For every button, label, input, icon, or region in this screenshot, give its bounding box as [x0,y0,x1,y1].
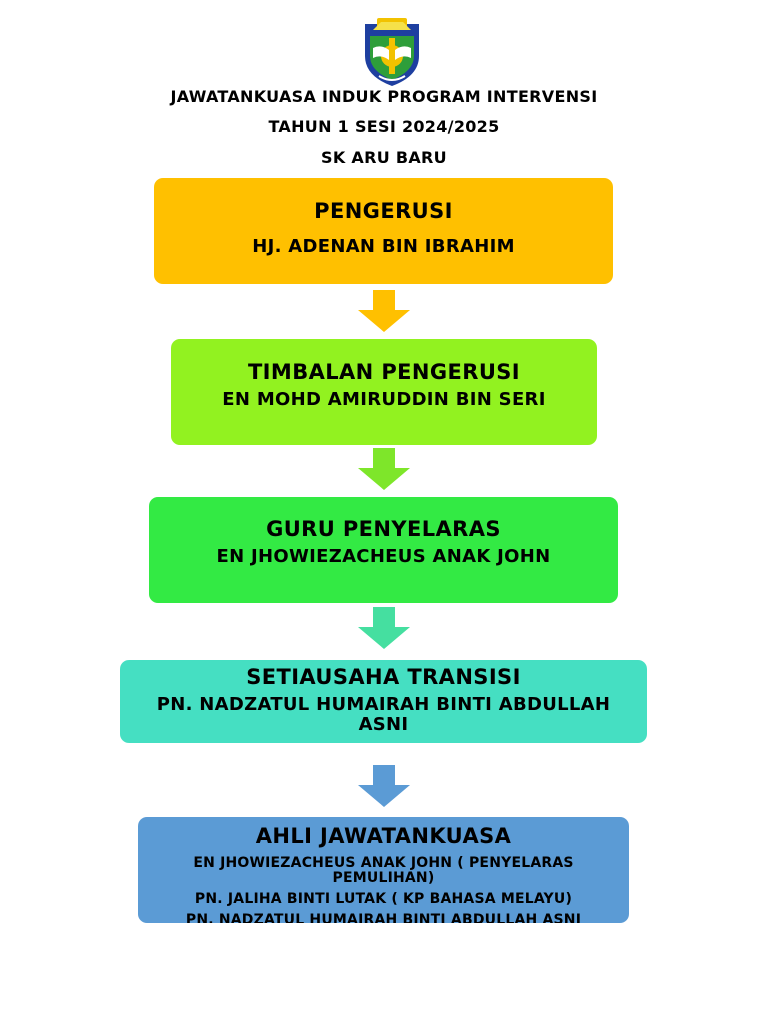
box-person-name: HJ. ADENAN BIN IBRAHIM [252,236,515,257]
box-role-label: GURU PENYELARAS [266,517,501,541]
box-person-name: EN MOHD AMIRUDDIN BIN SERI [222,389,546,410]
box-role-label: SETIAUSAHA TRANSISI [246,665,521,689]
box-ahli-jawatankuasa [138,817,629,923]
header-title-line3: SK ARU BARU [321,148,447,167]
box-person-name: EN JHOWIEZACHEUS ANAK JOHN [216,546,551,567]
committee-member: PN. NADZATUL HUMAIRAH BINTI ABDULLAH ASNI [185,912,582,923]
box-pengerusi [154,178,613,284]
header-title-line1: JAWATANKUASA INDUK PROGRAM INTERVENSI [170,87,598,106]
arrow-down-icon [358,448,410,490]
box-timbalan-pengerusi [171,339,597,445]
committee-member: PN. JALIHA BINTI LUTAK ( KP BAHASA MELAYU) [194,891,573,907]
box-setiausaha-transisi [120,660,647,743]
box-role-label: TIMBALAN PENGERUSI [247,360,521,384]
arrow-down-icon [358,607,410,649]
header-title-line2: TAHUN 1 SESI 2024/2025 [268,117,500,136]
box-guru-penyelaras [149,497,618,603]
box-role-label: AHLI JAWATANKUASA [255,824,512,848]
arrow-down-icon [358,290,410,332]
school-crest-icon [359,14,425,88]
committee-member: EN JHOWIEZACHEUS ANAK JOHN ( PENYELARAS PEMULIHAN) [193,855,574,886]
arrow-down-icon [358,765,410,807]
box-role-label: PENGERUSI [314,199,453,223]
box-person-name: PN. NADZATUL HUMAIRAH BINTI ABDULLAH ASNI [156,694,611,735]
